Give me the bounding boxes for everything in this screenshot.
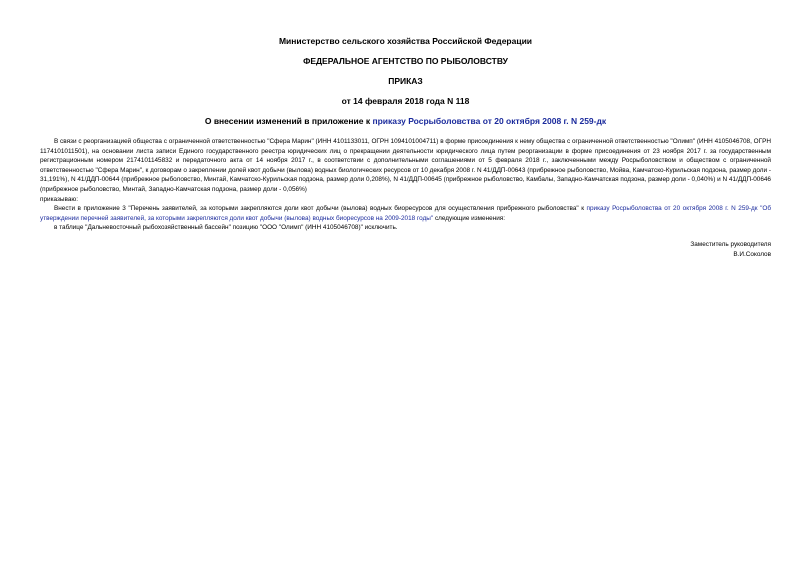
signatory-name: В.И.Соколов: [733, 250, 771, 258]
paragraph-table-change: в таблице "Дальневосточный рыбохозяйственный бассейн" позицию "ООО "Олимп" (ИНН 4105046708)" исключить.: [54, 224, 398, 232]
amendment-order-link[interactable]: приказу Росрыболовства от 20 октября 2008 г. N 259-дк "Об утверждении перечней заявителей, за которыми закрепляются доли квот добычи (вылова) водных биоресурсов на 2009-2018 годы": [40, 205, 771, 222]
paragraph-preamble: В связи с реорганизацией общества с ограниченной ответственностью "Сфера Марин" (ИНН 4101133011, ОГРН 1094101004711) в форме присоединения к нему общества с ограниченной ответственностью "Олимп" (ИНН 4105046708, ОГРН 1174101011501), на основании листа записи Единого государственного реестра юридических лиц о прекращении деятельности юридического лица путем реорганизации в форме присоединения от 23 ноября 2017 г. за государственным регистрационным номером 2174101145832 и передаточного акта от 14 ноября 2017 г., в соответствии с дополнительными соглашениями от 5 февраля 2018 г., заключенными между Росрыболовством и обществом с ограниченной ответственностью "Сфера Марин", к договорам о закреплении долей квот добычи (вылова) водных биологических ресурсов от 10 декабря 2008 г. N 41/ДДП-00643 (прибрежное рыболовство, Мойва, Камчатско-Курильская подзона, размер доли - 31,191%), N 41/ДДП-00644 (прибрежное рыболовство, Минтай, Камчатско-Курильская подзона, размер доли 0,208%), N 41/ДДП-00645 (прибрежное рыболовство, Камбалы, Западно-Камчатская подзона, размер доли - 0,040%) и N 41/ДДП-00646 (прибрежное рыболовство, Минтай, Западно-Камчатская подзона, размер доли - 0,056%): [40, 138, 771, 193]
subject-prefix: О внесении изменений в приложение к: [204, 116, 373, 126]
document-body: [40, 137, 771, 233]
paragraph-amendment: [40, 204, 771, 223]
document-date-number: от 14 февраля 2018 года N 118: [341, 96, 470, 106]
subject-order-link[interactable]: приказу Росрыболовства от 20 октября 2008 г. N 259-дк: [372, 116, 607, 126]
signatory-position: Заместитель руководителя: [690, 240, 771, 248]
ministry-name: Министерство сельского хозяйства Российской Федерации: [278, 36, 533, 46]
amendment-prefix: Внести в приложение 3 "Перечень заявителей, за которыми закрепляются доли квот добычи (вылова) водных биоресурсов для осуществления прибрежного рыболовства" к: [54, 205, 587, 213]
document-type: ПРИКАЗ: [388, 76, 423, 86]
paragraph-order-word: приказываю:: [40, 195, 78, 203]
agency-name: ФЕДЕРАЛЬНОЕ АГЕНТСТВО ПО РЫБОЛОВСТВУ: [303, 56, 508, 66]
amendment-suffix: следующие изменения:: [433, 214, 506, 222]
document-page: [40, 32, 771, 259]
signature-block: [40, 240, 771, 259]
document-subject: [40, 116, 771, 127]
